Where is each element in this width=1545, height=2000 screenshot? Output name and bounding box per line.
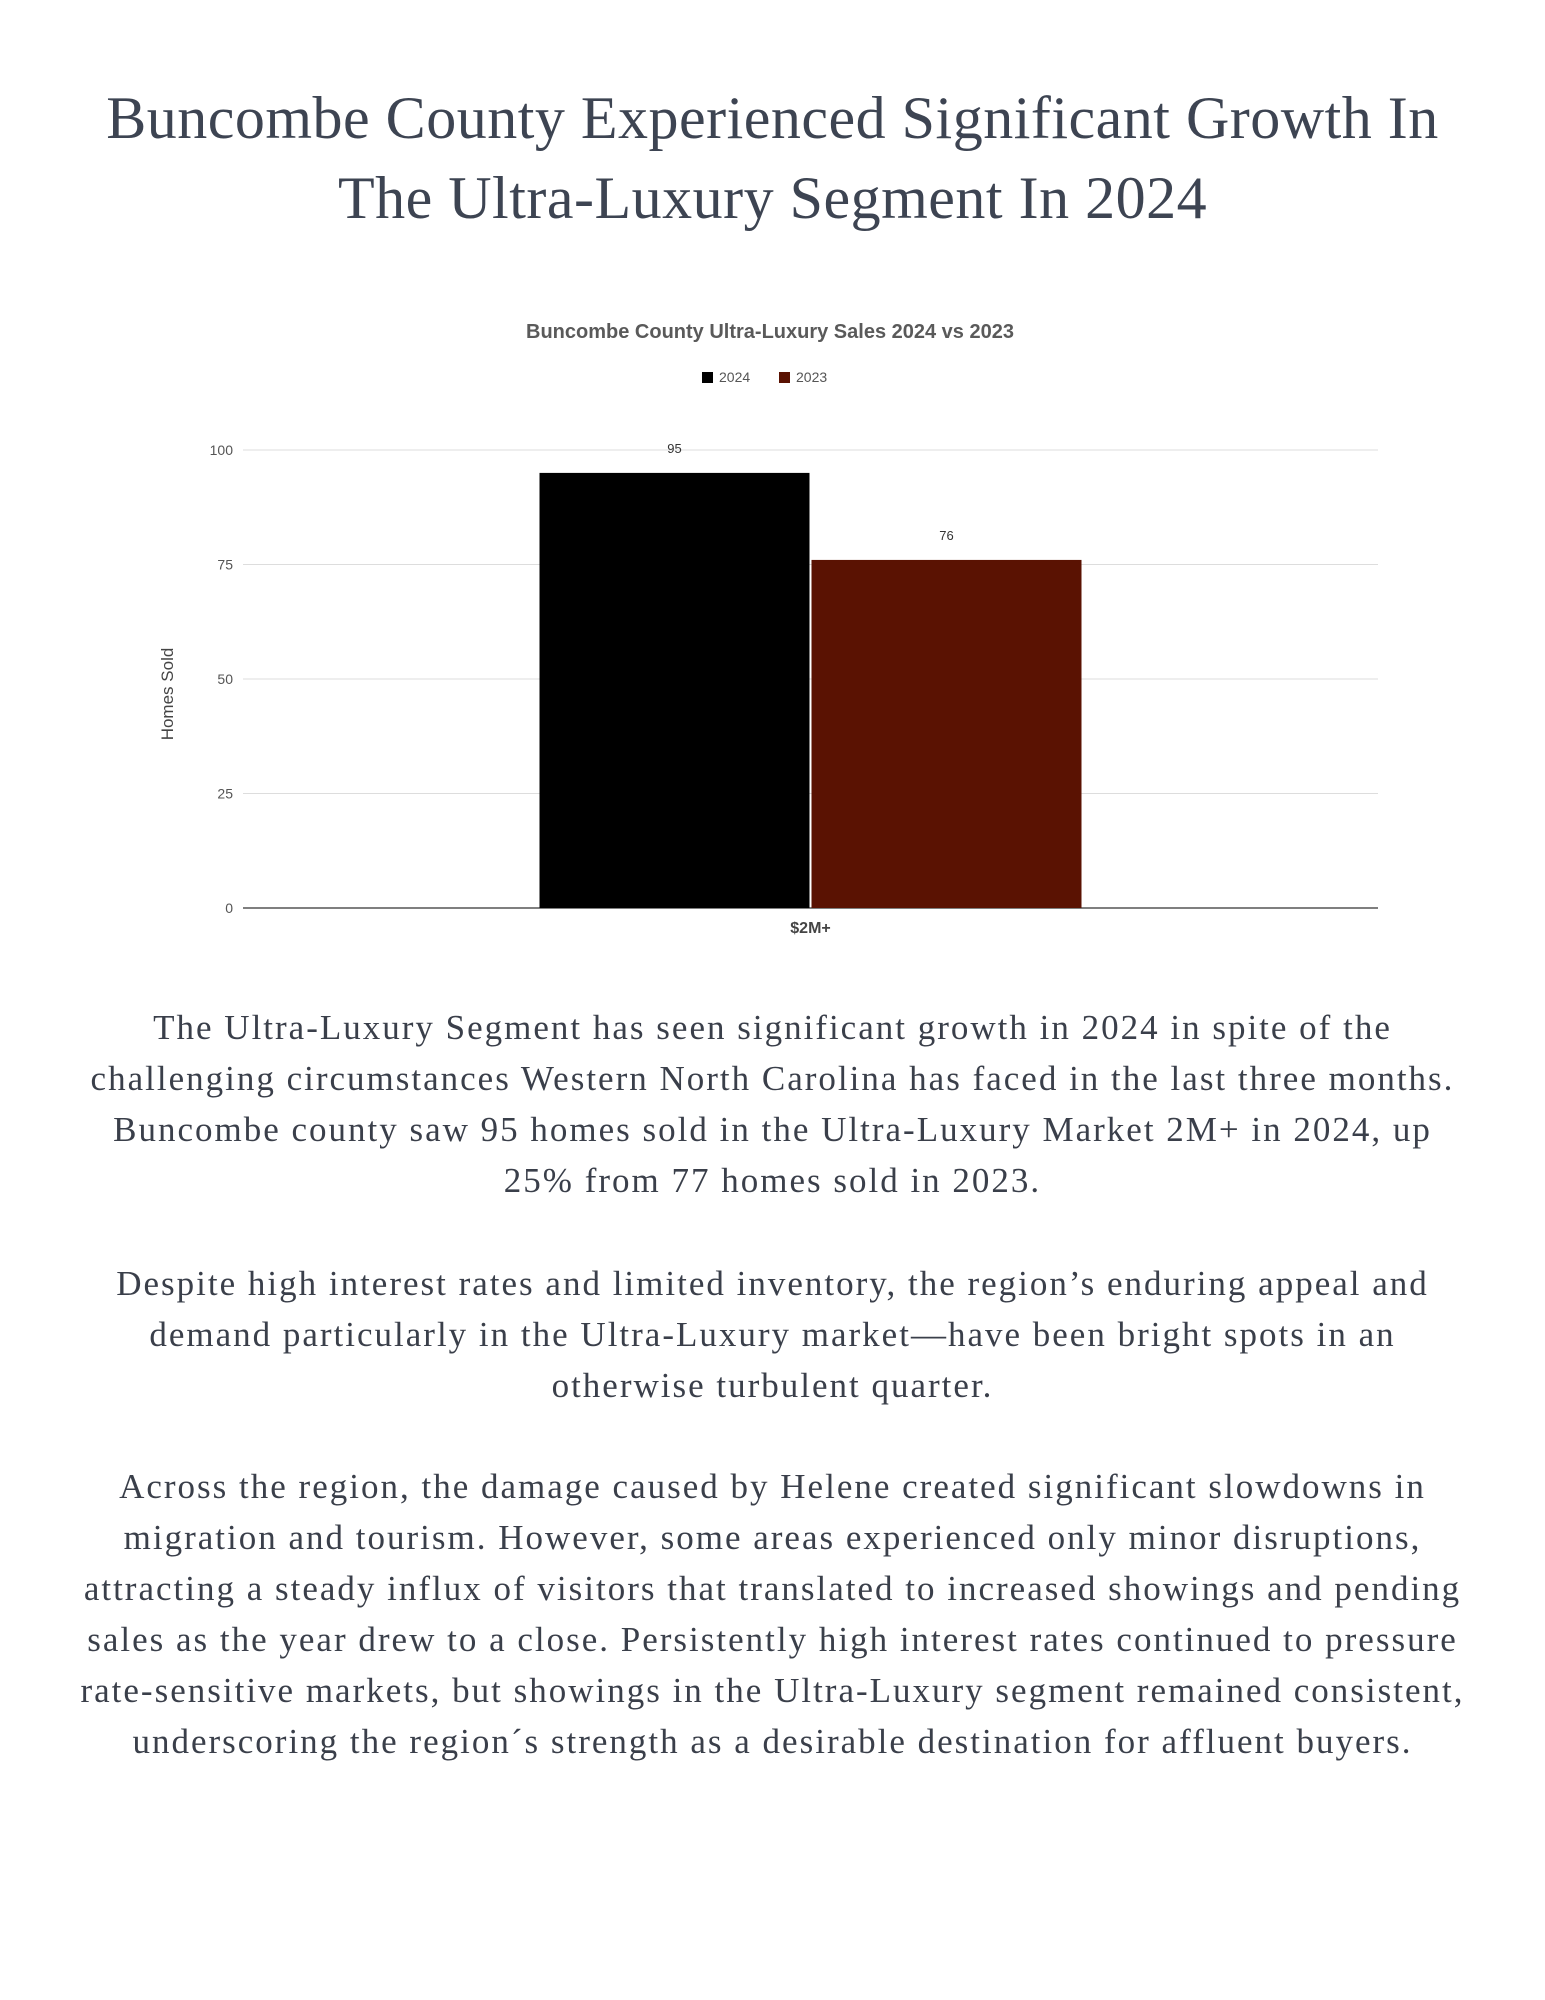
x-axis-categories xyxy=(790,920,830,937)
y-tick-label: 75 xyxy=(217,556,233,573)
data-label-2023: 76 xyxy=(939,527,954,543)
legend-label-2023: 2023 xyxy=(796,369,828,385)
bar-2024-$2M+ xyxy=(540,473,810,908)
y-tick-label: 0 xyxy=(225,900,233,916)
y-axis-ticks xyxy=(210,442,234,916)
y-tick-label: 100 xyxy=(209,442,233,458)
legend-swatch-2023 xyxy=(779,372,790,383)
chart-title: Buncombe County Ultra-Luxury Sales 2024 vs 2023 xyxy=(526,321,1014,343)
bar-chart xyxy=(140,305,1400,955)
body-paragraph-2: Despite high interest rates and limited inventory, the region’s enduring appeal and demand particularly in the Ultra-Luxury market—have been bright spots in an otherwise turbulent quarter. xyxy=(116,1264,1429,1405)
data-label-2024: 95 xyxy=(667,440,682,456)
bar-2023-$2M+ xyxy=(812,560,1082,908)
legend-swatch-2024 xyxy=(702,372,713,383)
chart-gridlines xyxy=(243,450,1378,908)
body-paragraph-1: The Ultra-Luxury Segment has seen significant growth in 2024 in spite of the challenging circumstances Western North Carolina has faced in the last three months. Buncombe county saw 95 homes sold in the Ultra-Luxury Market 2M+ in 2024, up 25% from 77 homes sold in 2023. xyxy=(90,1008,1455,1200)
chart-bars xyxy=(540,473,1082,908)
y-axis-label: Homes Sold xyxy=(158,647,177,741)
x-category-label: $2M+ xyxy=(790,920,831,937)
chart-legend xyxy=(702,369,827,385)
y-tick-label: 25 xyxy=(217,785,233,802)
legend-label-2024: 2024 xyxy=(719,369,751,385)
chart-canvas xyxy=(140,305,1400,955)
body-paragraph-3: Across the region, the damage caused by Helene created significant slowdowns in migration and tourism. However, some areas experienced only minor disruptions, attracting a steady influx of visitors that translated to increased showings and pending sales as the year drew to a close. Persistently high interest rates continued to pressure rate-sensitive markets, but showings in the Ultra-Luxury segment remained consistent, underscoring the region´s strength as a desirable destination for affluent buyers. xyxy=(80,1467,1465,1761)
y-tick-label: 50 xyxy=(217,671,233,687)
page-title: Buncombe County Experienced Significant Growth In The Ultra-Luxury Segment In 2024 xyxy=(106,85,1439,231)
